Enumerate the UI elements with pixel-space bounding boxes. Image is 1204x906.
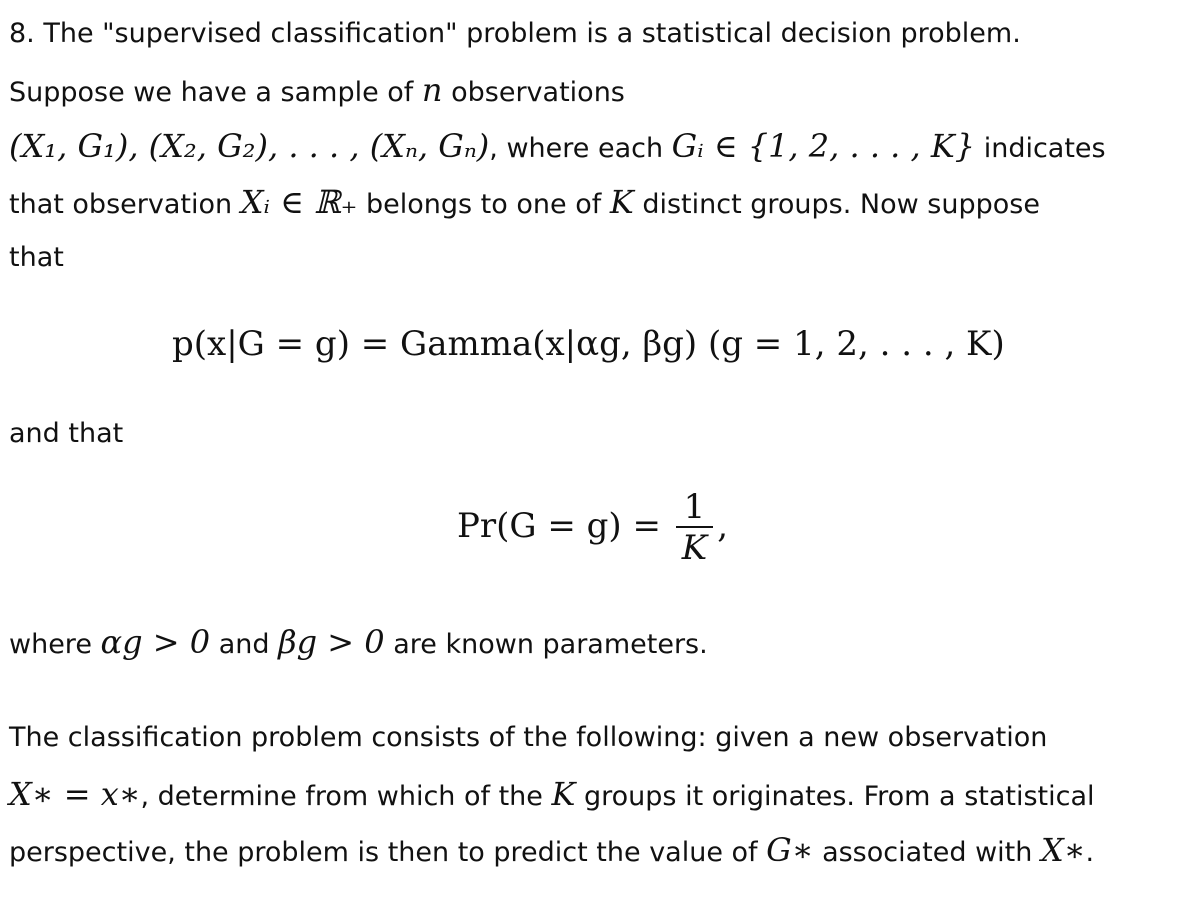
prior-fraction [676, 488, 713, 568]
new-observation-symbol: X∗ [1040, 831, 1086, 869]
beta-condition: βg > 0 [278, 623, 385, 661]
predicted-group-symbol: G∗ [766, 831, 814, 869]
classification-text-1: The classification problem consists of the following: given a new observation [9, 722, 1048, 753]
and-that-text: and that [9, 418, 124, 449]
classification-text-2: , determine from which of the [140, 781, 543, 812]
likelihood-equation [172, 316, 1005, 372]
domain-tail: distinct groups. Now suppose [642, 189, 1040, 220]
prior-comma: , [717, 506, 729, 546]
likelihood-equation-text: p(x|G = g) = Gamma(x|αg, βg) (g = 1, 2, . . . , K) [172, 324, 1005, 364]
prior-denominator: K [681, 528, 708, 568]
new-observation-math: X∗ = x∗ [9, 775, 141, 813]
parameters-line [9, 614, 708, 670]
problem-intro-line [9, 6, 1021, 62]
prior-lhs: Pr(G = g) = [457, 506, 661, 546]
domain-math: Xᵢ ∈ ℝ₊ [240, 183, 358, 221]
groups-symbol: K [551, 775, 576, 813]
classification-tail-2: groups it originates. From a statistical [584, 781, 1095, 812]
classification-text-3: perspective, the problem is then to predict the value of [9, 837, 758, 868]
group-count-symbol: K [609, 183, 634, 221]
where-text: where [9, 629, 92, 660]
prior-equation [457, 488, 728, 584]
that-text: that [9, 242, 64, 273]
prior-numerator: 1 [676, 488, 713, 528]
classification-line-1 [9, 710, 1047, 766]
sample-size-symbol: n [421, 71, 443, 109]
that-line [9, 230, 64, 286]
classification-line-3 [9, 822, 1094, 878]
domain-mid: belongs to one of [366, 189, 602, 220]
observations-text: , where each [489, 133, 664, 164]
domain-text: that observation [9, 189, 233, 220]
parameters-tail: are known parameters. [393, 629, 708, 660]
classification-mid-3: associated with [822, 837, 1033, 868]
and-text: and [218, 629, 270, 660]
observations-tail: indicates [983, 133, 1106, 164]
sample-text: Suppose we have a sample of [9, 77, 414, 108]
sample-line [9, 62, 625, 118]
observations-line [9, 118, 1106, 174]
problem-heading: 8. The "supervised classification" problem is a statistical decision problem. [9, 18, 1021, 49]
sample-tail: observations [451, 77, 625, 108]
group-membership-math: Gᵢ ∈ {1, 2, . . . , K} [671, 127, 976, 165]
classification-period: . [1085, 837, 1095, 868]
alpha-condition: αg > 0 [100, 623, 211, 661]
classification-line-2 [9, 766, 1095, 822]
domain-line [9, 174, 1040, 230]
observation-sequence: (X₁, G₁), (X₂, G₂), . . . , (Xₙ, Gₙ) [9, 127, 490, 165]
and-that-line [9, 406, 123, 462]
